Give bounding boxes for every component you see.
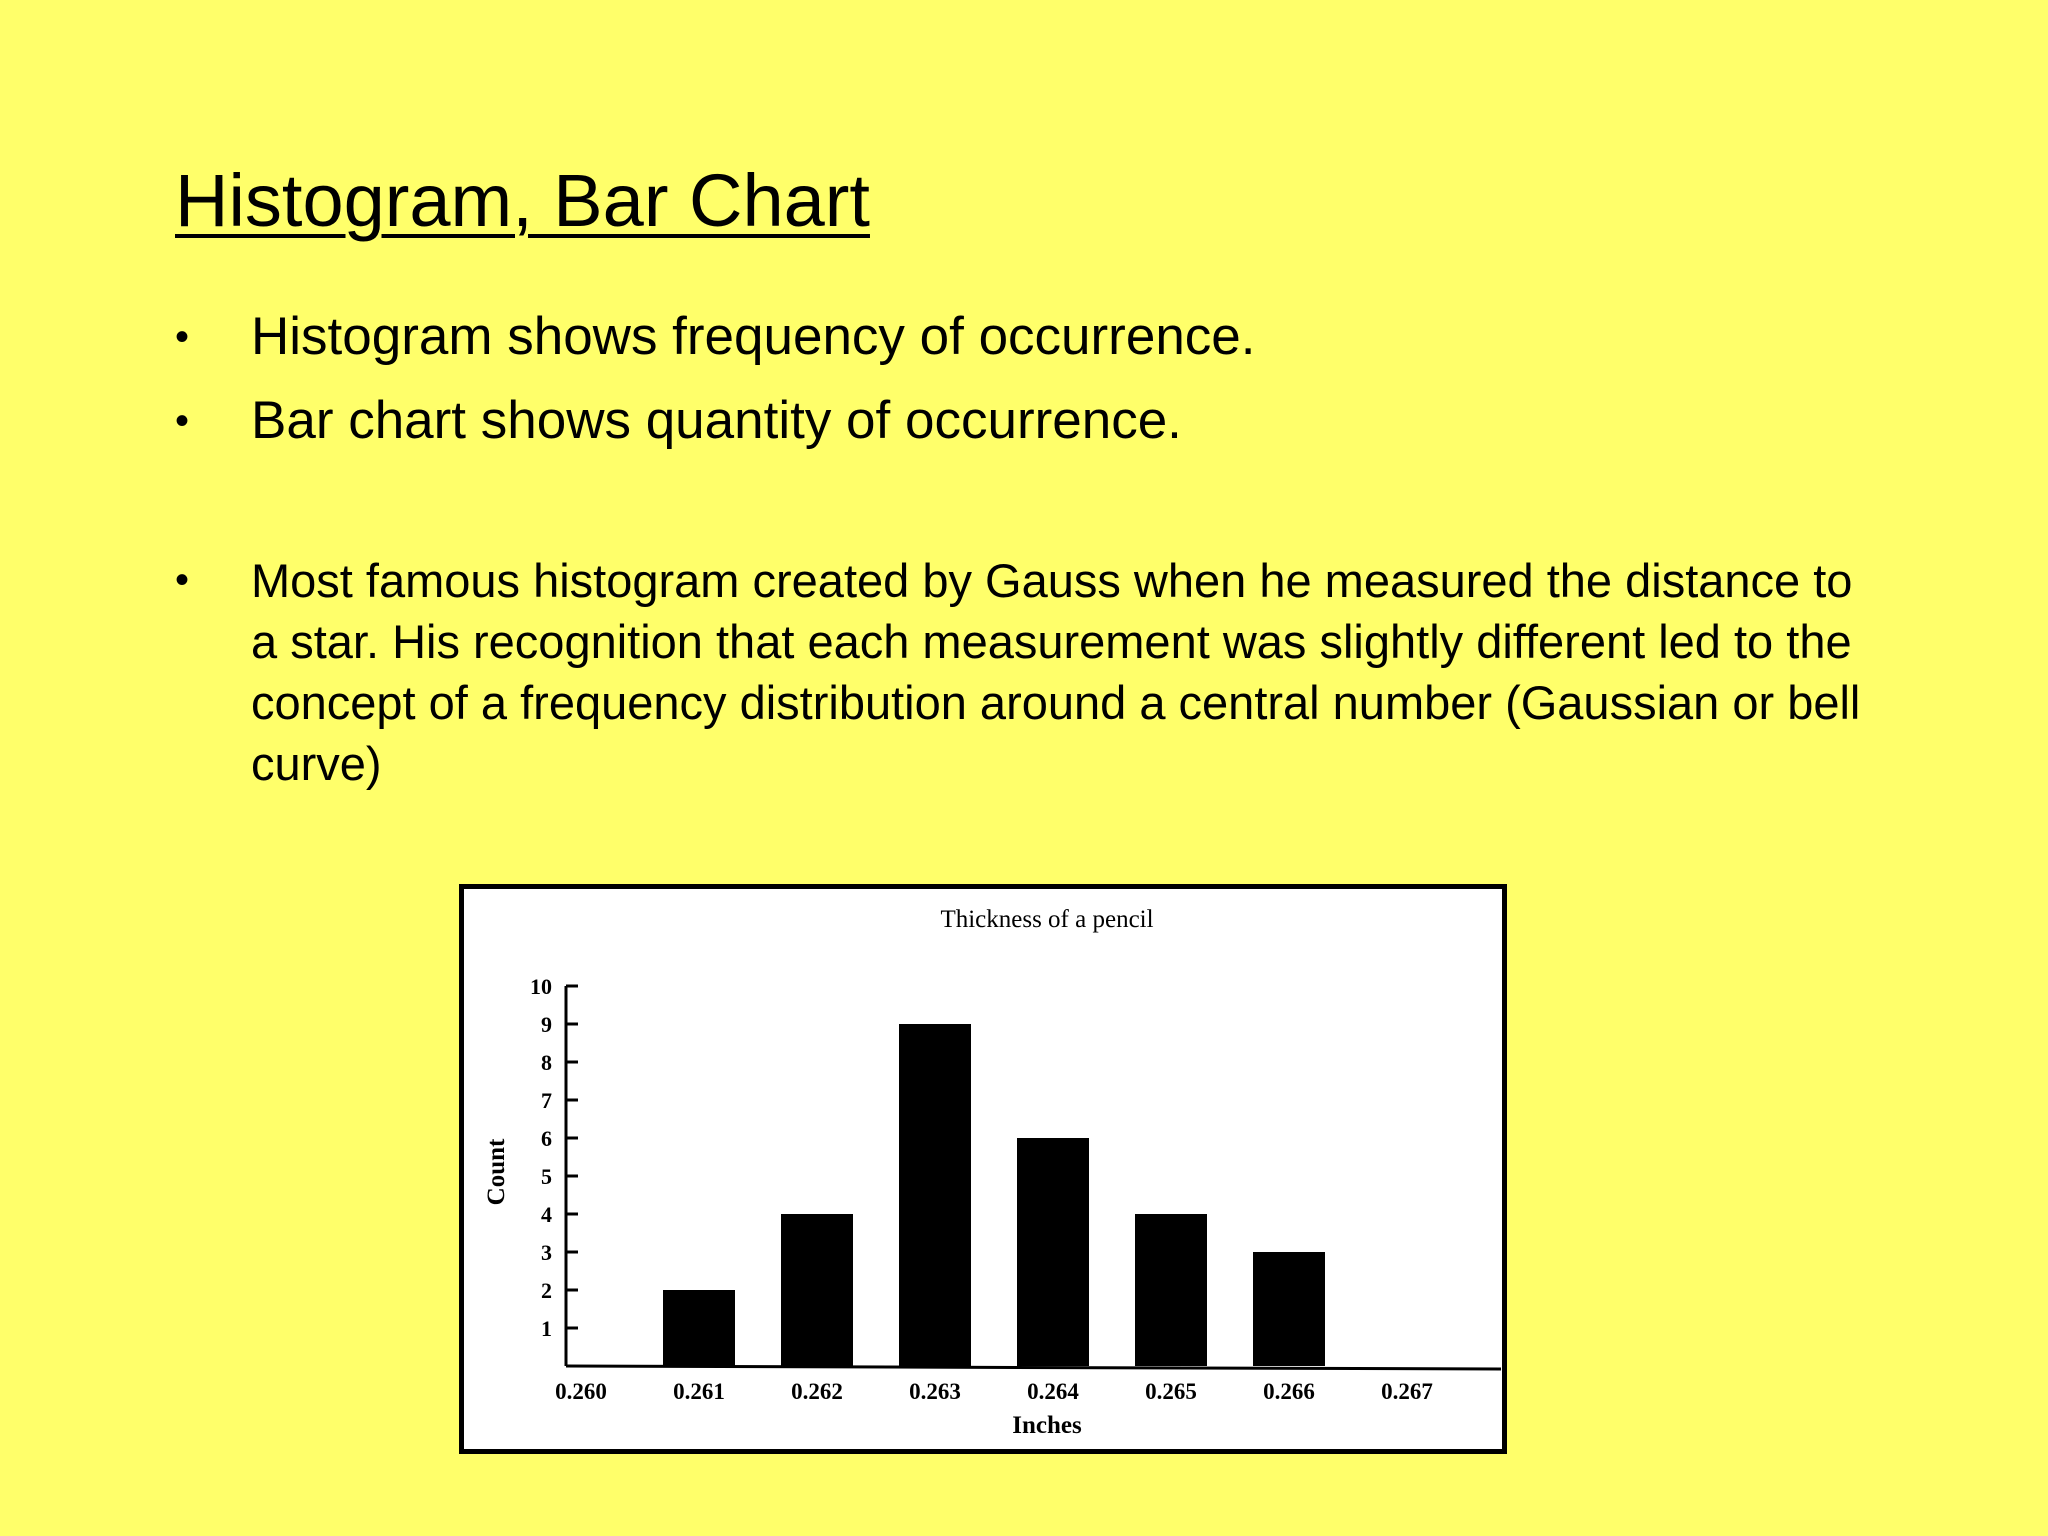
bullet-marker: • [175, 315, 190, 359]
y-tick-label: 7 [541, 1088, 552, 1113]
x-tick-label: 0.261 [673, 1379, 725, 1404]
histogram-bar [663, 1290, 735, 1366]
bullet-text: Histogram shows frequency of occurrence. [251, 307, 1256, 366]
y-tick-label: 4 [541, 1202, 552, 1227]
x-tick-label: 0.267 [1381, 1379, 1433, 1404]
x-tick-label: 0.262 [791, 1379, 843, 1404]
histogram-figure [459, 884, 1507, 1454]
x-axis-line [566, 1366, 1501, 1369]
y-tick-label: 8 [541, 1050, 552, 1075]
y-tick-label: 9 [541, 1012, 552, 1037]
chart-title: Thickness of a pencil [940, 906, 1154, 933]
y-tick-label: 6 [541, 1126, 552, 1151]
x-tick-label: 0.263 [909, 1379, 961, 1404]
y-tick-label: 2 [541, 1278, 552, 1303]
y-tick-label: 3 [541, 1240, 552, 1265]
y-tick-label: 10 [530, 974, 552, 999]
y-tick-label: 1 [541, 1316, 552, 1341]
histogram-bar [899, 1024, 971, 1366]
slide-title: Histogram, Bar Chart [175, 159, 870, 242]
bullet-marker: • [175, 399, 190, 443]
histogram-bar [1135, 1214, 1207, 1366]
x-tick-label: 0.266 [1263, 1379, 1315, 1404]
bullet-text: Bar chart shows quantity of occurrence. [251, 391, 1182, 450]
histogram-bar [1017, 1138, 1089, 1366]
bullet-marker: • [175, 558, 190, 602]
histogram-chart [464, 889, 1502, 1449]
x-axis-label: Inches [1012, 1412, 1082, 1439]
x-tick-label: 0.260 [555, 1379, 607, 1404]
x-tick-label: 0.265 [1145, 1379, 1197, 1404]
y-tick-label: 5 [541, 1164, 552, 1189]
y-axis-label: Count [483, 1138, 510, 1206]
histogram-bar [1253, 1252, 1325, 1366]
x-tick-label: 0.264 [1027, 1379, 1079, 1404]
histogram-bar [781, 1214, 853, 1366]
bullet-text: Most famous histogram created by Gauss when he measured the distance to a star. His recognition that each measurement was slightly different led to the concept of a frequency distribution around a central number (Gaussian or bell curve) [251, 554, 1861, 790]
